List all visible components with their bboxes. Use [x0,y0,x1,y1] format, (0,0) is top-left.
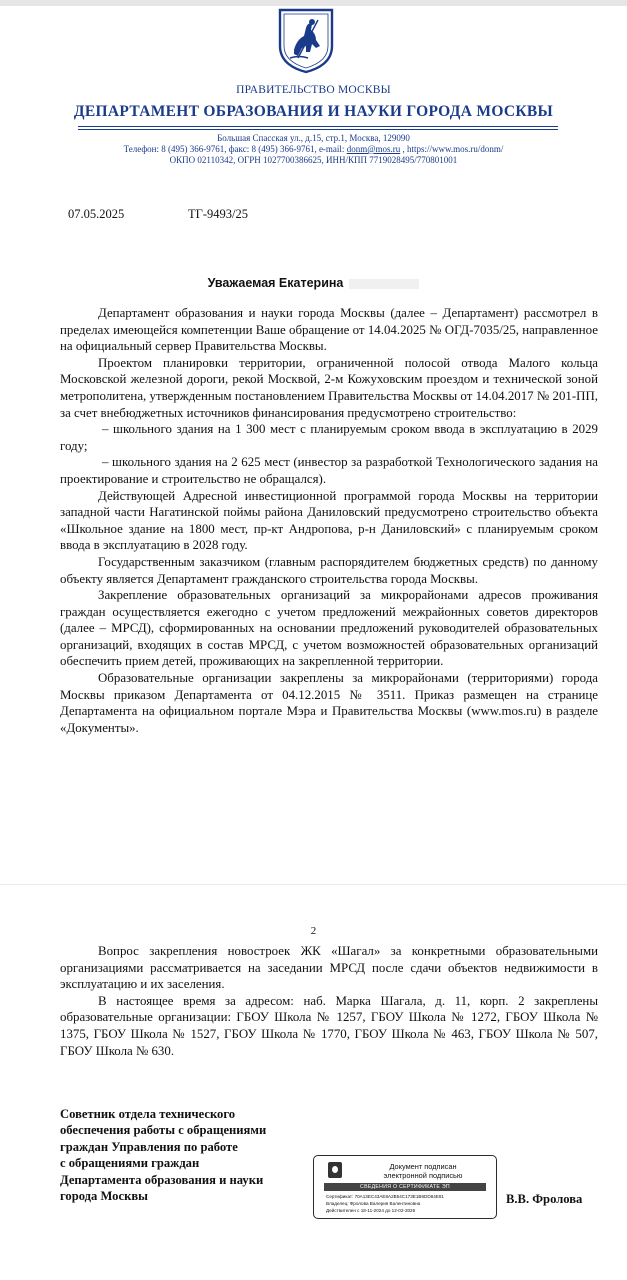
government-name: ПРАВИТЕЛЬСТВО МОСКВЫ [236,84,391,96]
paragraph: Действующей Адресной инвестиционной программой города Москвы на территории западной части Нагатинской поймы района Даниловский предусмотрено строительство объекта «Школьное здание на 1800 мест, пр-кт Андропова, р-н Даниловский» с планируемым сроком ввода в эксплуатацию в 2028 году. [60,488,598,553]
signer-line: граждан Управления по работе [60,1139,238,1154]
signer-line: обеспечения работы с обращениями [60,1123,267,1138]
paragraph: Вопрос закрепления новостроек ЖК «Шагал» за конкретными образовательными организациями рассматривается на заседании МРСД после сдачи объектов недвижимости в эксплуатацию и их заселения. [60,944,598,992]
list-item: – школьного здания на 2 625 мест (инвестор за разработкой Технологического задания на проектирование и строительство не обращался). [60,455,598,486]
contacts-prefix: Телефон: 8 (495) 366-9761, факс: 8 (495) 366-9761, e-mail: [123,144,347,154]
greeting [0,276,627,290]
stamp-title-line: электронной подписью [383,1171,463,1180]
contacts-suffix: , https://www.mos.ru/donm/ [400,144,504,154]
signer-name: В.В. Фролова [506,1192,583,1206]
paragraph: Департамент образования и науки города Москвы (далее – Департамент) рассмотрел в пределах имеющейся компетенции Ваше обращение от 14.04.2025 № ОГД-7035/25, направленное на официальный сервер Правительства Москвы. [60,306,598,354]
signer-position [60,1106,320,1204]
list-item: – школьного здания на 1 300 мест с планируемым сроком ввода в эксплуатацию в 2029 году; [60,422,598,453]
stamp-title [354,1162,492,1180]
department-contacts [0,144,627,155]
signer-line: Советник отдела технического [60,1107,236,1121]
greeting-text: Уважаемая Екатерина [207,276,344,290]
paragraph: Проектом планировки территории, ограниченной полосой отвода Малого кольца Московской железной дороги, рекой Москвой, 2-м Кожуховским проездом и технической зоной метрополитена, утвержденным постановлением Правительства Москвы от 14.04.2017 № 201-ПП, за счет внебюджетных источников финансирования предусмотрено строительство: [60,355,598,420]
department-name: ДЕПАРТАМЕНТ ОБРАЗОВАНИЯ И НАУКИ ГОРОДА МОСКВЫ [73,103,554,120]
signer-line: с обращениями граждан [60,1156,200,1171]
signer-line: города Москвы [60,1189,148,1204]
letterhead-rule-thick [78,126,558,127]
moscow-coat-of-arms-icon [276,6,336,74]
electronic-signature-stamp [313,1155,497,1219]
department-registration: ОКПО 02110342, ОГРН 1027700386625, ИНН/КПП 7719028495/770801001 [169,155,458,165]
letter-body-page-2 [60,943,598,1059]
page-number: 2 [310,925,317,937]
paragraph: Государственным заказчиком (главным распорядителем бюджетных средств) по данному объекту является Департамент гражданского строительства города Москвы. [60,554,598,586]
redacted-surname [349,279,419,289]
stamp-title-line: Документ подписан [389,1162,457,1171]
page-break [0,884,627,885]
department-address: Большая Спасская ул., д.15, стр.1, Москва, 129090 [217,133,410,143]
stamp-certificate: Сертификат: 70А13ЕС43АЕ8А2В54С173Е1В6DD84Е81 [326,1194,444,1199]
email-link[interactable]: donm@mos.ru [346,144,401,154]
letter-body-page-1 [60,305,598,736]
letterhead-rule-thin [78,129,558,130]
stamp-validity: Действителен с 18-11-2024 до 12-02-2026 [326,1208,416,1213]
paragraph: В настоящее время за адресом: наб. Марка Шагала, д. 11, корп. 2 закреплены образовательные организации: ГБОУ Школа № 1257, ГБОУ Школа № 1272, ГБОУ Школа № 1375, ГБОУ Школа № 1527, ГБОУ Школа № 1770, ГБОУ Школа № 463, ГБОУ Школа № 507, ГБОУ Школа № 630. [60,993,598,1058]
coat-of-arms-icon [328,1162,342,1178]
paragraph: Закрепление образовательных организаций за микрорайонами адресов проживания граждан осуществляется ежегодно с учетом предложений межрайонных советов директоров (далее – МРСД), сформированных на основании предложений руководителей образовательных организаций, входящих в состав МРСД, с учетом возможностей образовательных организаций обеспечить прием детей, проживающих на закрепленной территории. [60,588,598,669]
document-number: ТГ-9493/25 [188,207,248,221]
document-date: 07.05.2025 [68,207,125,221]
paragraph: Образовательные организации закреплены за микрорайонами (территориями) города Москвы приказом Департамента от 04.12.2015 № 3511. Приказ размещен на странице Департамента на официальном портале Мэра и Правительства Москвы (www.mos.ru) в разделе «Документы». [60,671,598,735]
stamp-owner: Владелец: Фролова Валерия Валентиновна [326,1201,421,1206]
stamp-header-bar: СВЕДЕНИЯ О СЕРТИФИКАТЕ ЭП [324,1183,486,1191]
signer-line: Департамента образования и науки [60,1172,264,1187]
